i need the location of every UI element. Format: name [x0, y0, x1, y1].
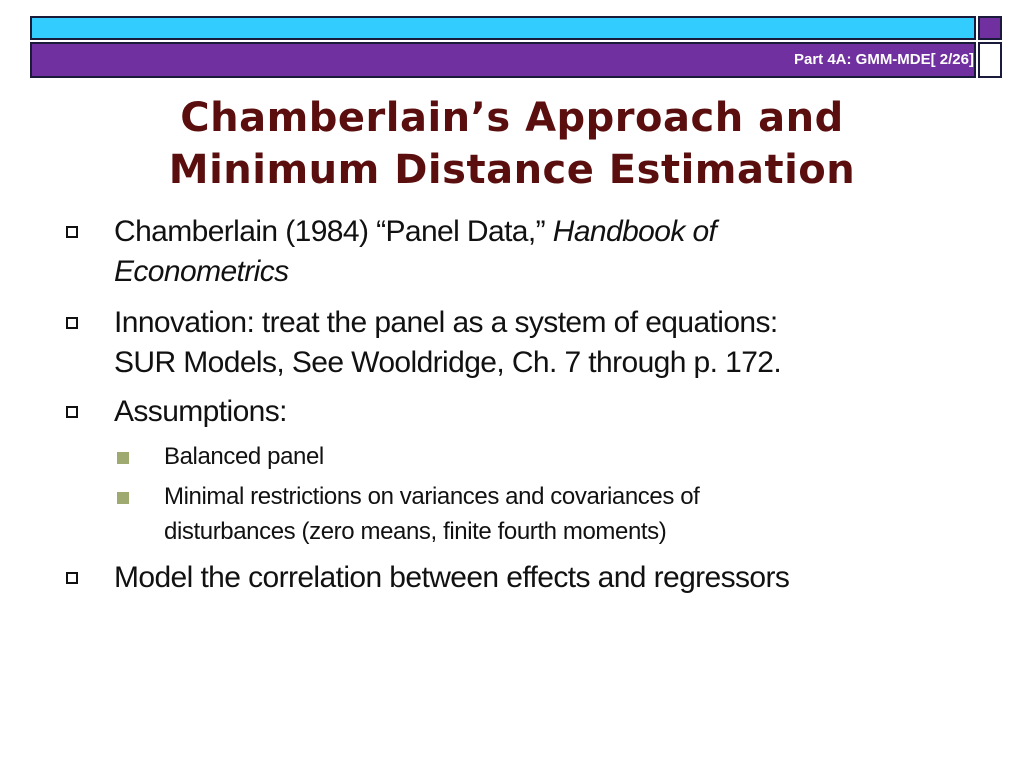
bullet-text-italic: Handbook of [552, 215, 717, 248]
filled-square-bullet-icon [117, 492, 129, 504]
hollow-square-bullet-icon [66, 572, 78, 584]
bullet-item [114, 392, 287, 432]
filled-square-bullet-icon [117, 452, 129, 464]
bullet-text: Model the correlation between effects and regressors [114, 561, 790, 594]
bullet-item [114, 212, 716, 252]
bullet-text: Chamberlain (1984) “Panel Data,” [114, 215, 553, 248]
hollow-square-bullet-icon [66, 226, 78, 238]
sub-bullet-continuation: disturbances (zero means, finite fourth moments) [164, 518, 667, 545]
slide-title-line-1: Chamberlain’s Approach and [180, 95, 844, 141]
hollow-square-bullet-icon [66, 317, 78, 329]
hollow-square-bullet-icon [66, 406, 78, 418]
slide-reference: Part 4A: GMM-MDE[ 2/26] [793, 51, 974, 68]
slide-title-line-2: Minimum Distance Estimation [168, 147, 856, 193]
bullet-text: Assumptions: [114, 395, 287, 428]
bullet-continuation: Econometrics [114, 255, 289, 288]
bullet-text: Innovation: treat the panel as a system of equations: [114, 306, 778, 339]
bullet-item [114, 303, 778, 343]
bullet-item [114, 558, 789, 598]
sub-bullet-item [164, 439, 324, 474]
sub-bullet-text: Balanced panel [164, 443, 324, 470]
sub-bullet-item [164, 479, 699, 514]
bullet-continuation: SUR Models, See Wooldridge, Ch. 7 through p. 172. [114, 346, 782, 379]
sub-bullet-text: Minimal restrictions on variances and covariances of [164, 483, 700, 510]
